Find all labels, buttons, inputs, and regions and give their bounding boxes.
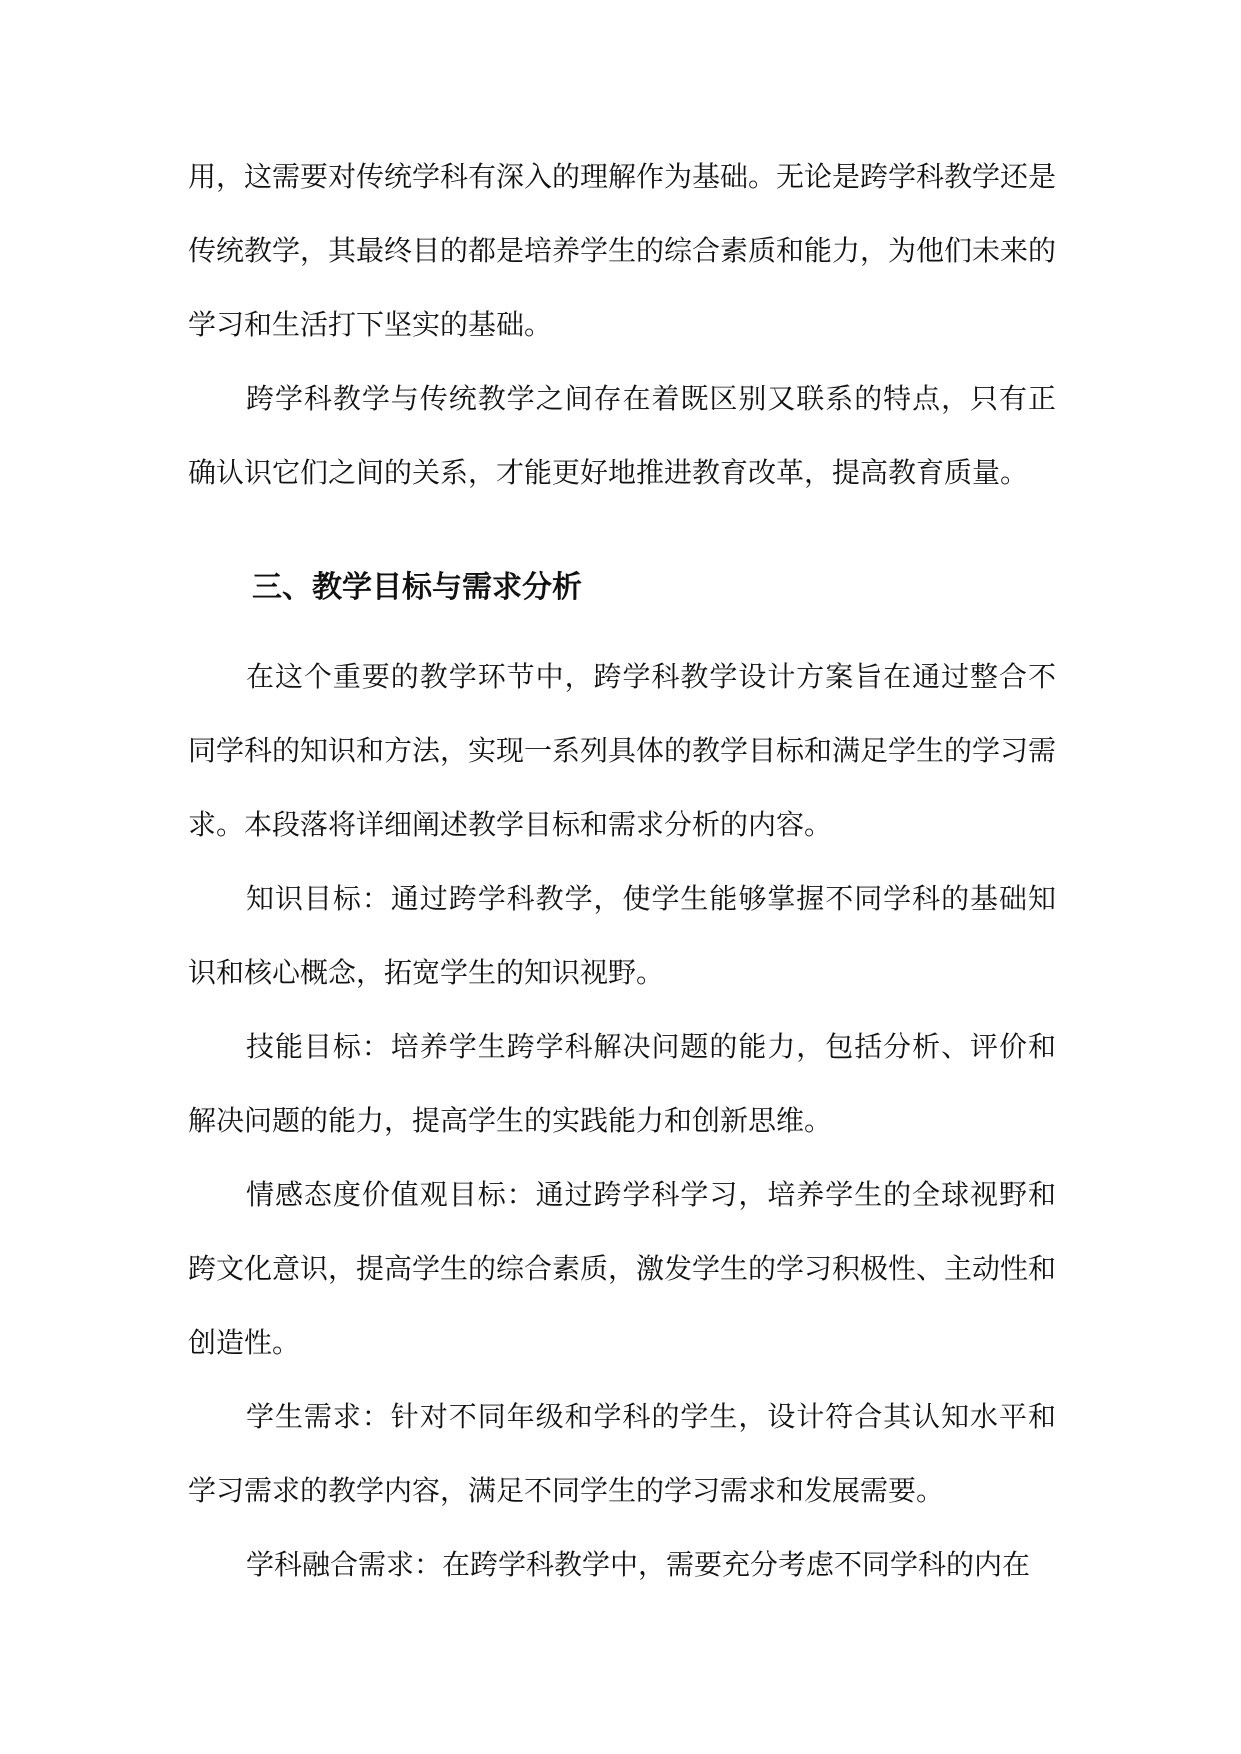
paragraph-attitude-goal: 情感态度价值观目标：通过跨学科学习，培养学生的全球视野和跨文化意识，提高学生的综合素质，激发学生的学习积极性、主动性和创造性。 [188, 1178, 1057, 1359]
document-body [188, 140, 1056, 1602]
section-heading: 三、教学目标与需求分析 [252, 570, 582, 605]
paragraph-integration-needs: 学科融合需求：在跨学科教学中，需要充分考虑不同学科的内在 [246, 1548, 1031, 1581]
paragraph-skill-goal: 技能目标：培养学生跨学科解决问题的能力，包括分析、评价和解决问题的能力，提高学生的实践能力和创新思维。 [188, 1030, 1056, 1137]
paragraph-intro: 在这个重要的教学环节中，跨学科教学设计方案旨在通过整合不同学科的知识和方法，实现一系列具体的教学目标和满足学生的学习需求。本段落将详细阐述教学目标和需求分析的内容。 [188, 660, 1057, 841]
paragraph-relationship-summary: 跨学科教学与传统教学之间存在着既区别又联系的特点，只有正确认识它们之间的关系，才能更好地推进教育改革，提高教育质量。 [188, 382, 1056, 489]
paragraph-student-needs: 学生需求：针对不同年级和学科的学生，设计符合其认知水平和学习需求的教学内容，满足不同学生的学习需求和发展需要。 [188, 1400, 1056, 1507]
paragraph-continuation: 用，这需要对传统学科有深入的理解作为基础。无论是跨学科教学还是传统教学，其最终目的都是培养学生的综合素质和能力，为他们未来的学习和生活打下坚实的基础。 [188, 160, 1057, 341]
paragraph-knowledge-goal: 知识目标：通过跨学科教学，使学生能够掌握不同学科的基础知识和核心概念，拓宽学生的知识视野。 [188, 882, 1056, 989]
